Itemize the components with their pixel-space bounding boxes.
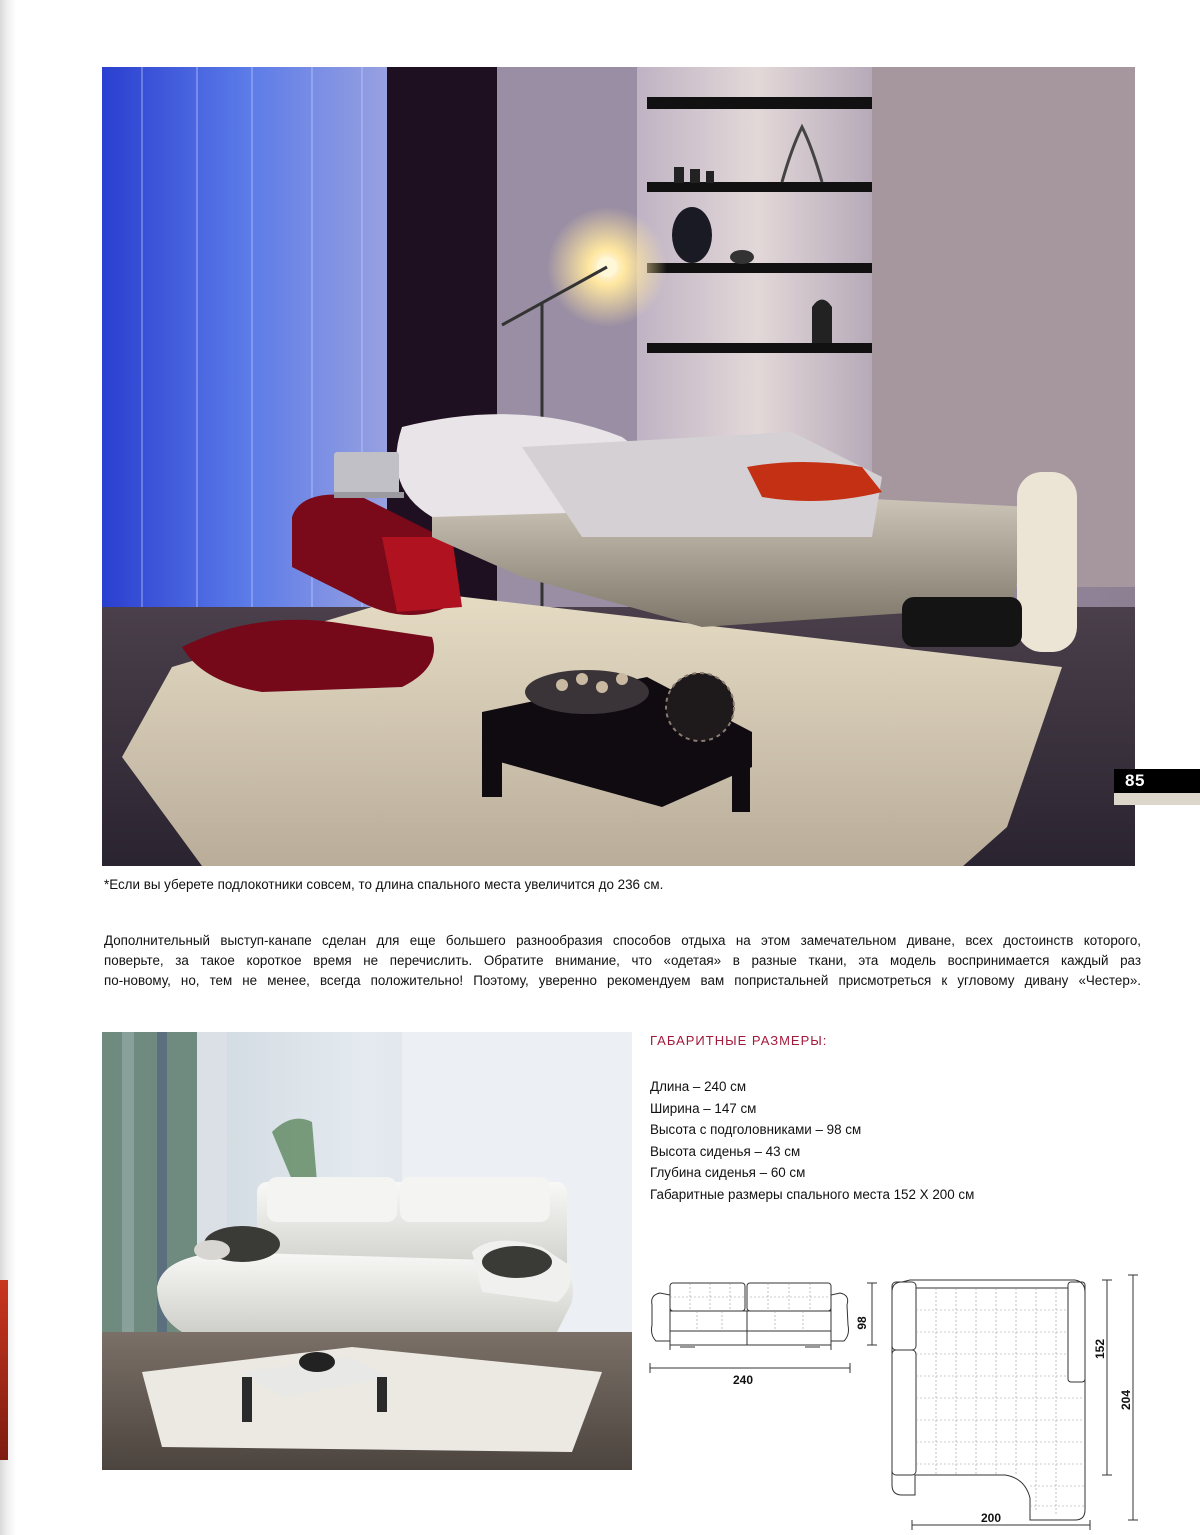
- spec-item: Габаритные размеры спального места 152 Х 200 см: [650, 1186, 975, 1202]
- page-number: 85: [1125, 771, 1145, 790]
- spec-item: Высота с подголовниками – 98 см: [650, 1122, 862, 1137]
- bedroom-sofa-bed-photo-icon: [102, 67, 1135, 866]
- sofa-front-view-diagram: [640, 1275, 890, 1390]
- white-corner-sofa-photo-icon: [102, 1032, 632, 1470]
- spec-item: Глубина сиденья – 60 см: [650, 1165, 806, 1180]
- description-line: Дополнительный выступ-канапе сделан для еще большего разнообразия способов отдыха на этом замечательном диване, всех достоинств которого,: [104, 933, 1141, 948]
- sofa-top-view-icon: [880, 1270, 1150, 1530]
- top-inner-height-label: 152: [1093, 1338, 1107, 1360]
- specs-title: ГАБАРИТНЫЕ РАЗМЕРЫ:: [650, 1033, 828, 1048]
- specs-list: [650, 1076, 974, 1205]
- main-photo: [102, 67, 1135, 866]
- sofa-front-view-icon: [640, 1275, 890, 1390]
- sofa-top-view-diagram: [880, 1270, 1150, 1530]
- photo-footnote: *Если вы уберете подлокотники совсем, то длина спального места увеличится до 236 см.: [104, 877, 664, 892]
- front-height-label: 98: [855, 1316, 869, 1330]
- top-width-label: 200: [981, 1511, 1002, 1525]
- top-outer-height-label: 204: [1119, 1389, 1133, 1411]
- page-number-tab: [1114, 769, 1200, 805]
- sofa-photo: [102, 1032, 632, 1470]
- spec-item: Ширина – 147 см: [650, 1100, 757, 1116]
- spec-item: Длина – 240 см: [650, 1079, 747, 1094]
- front-width-label: 240: [733, 1373, 754, 1387]
- description-line: поверьте, за такое короткое время не перечислить. Обратите внимание, что «одетая» в разные ткани, эта модель воспринимается каждый раз: [104, 953, 1141, 968]
- description-line: по-новому, но, тем не менее, всегда положительно! Поэтому, уверенно рекомендуем вам попристальней присмотреться к угловому дивану «Честер».: [104, 973, 1141, 988]
- adjacent-page-edge: [0, 1280, 8, 1460]
- description-paragraph: [104, 931, 1141, 991]
- page-gutter: [0, 0, 16, 1535]
- spec-item: Высота сиденья – 43 см: [650, 1143, 801, 1159]
